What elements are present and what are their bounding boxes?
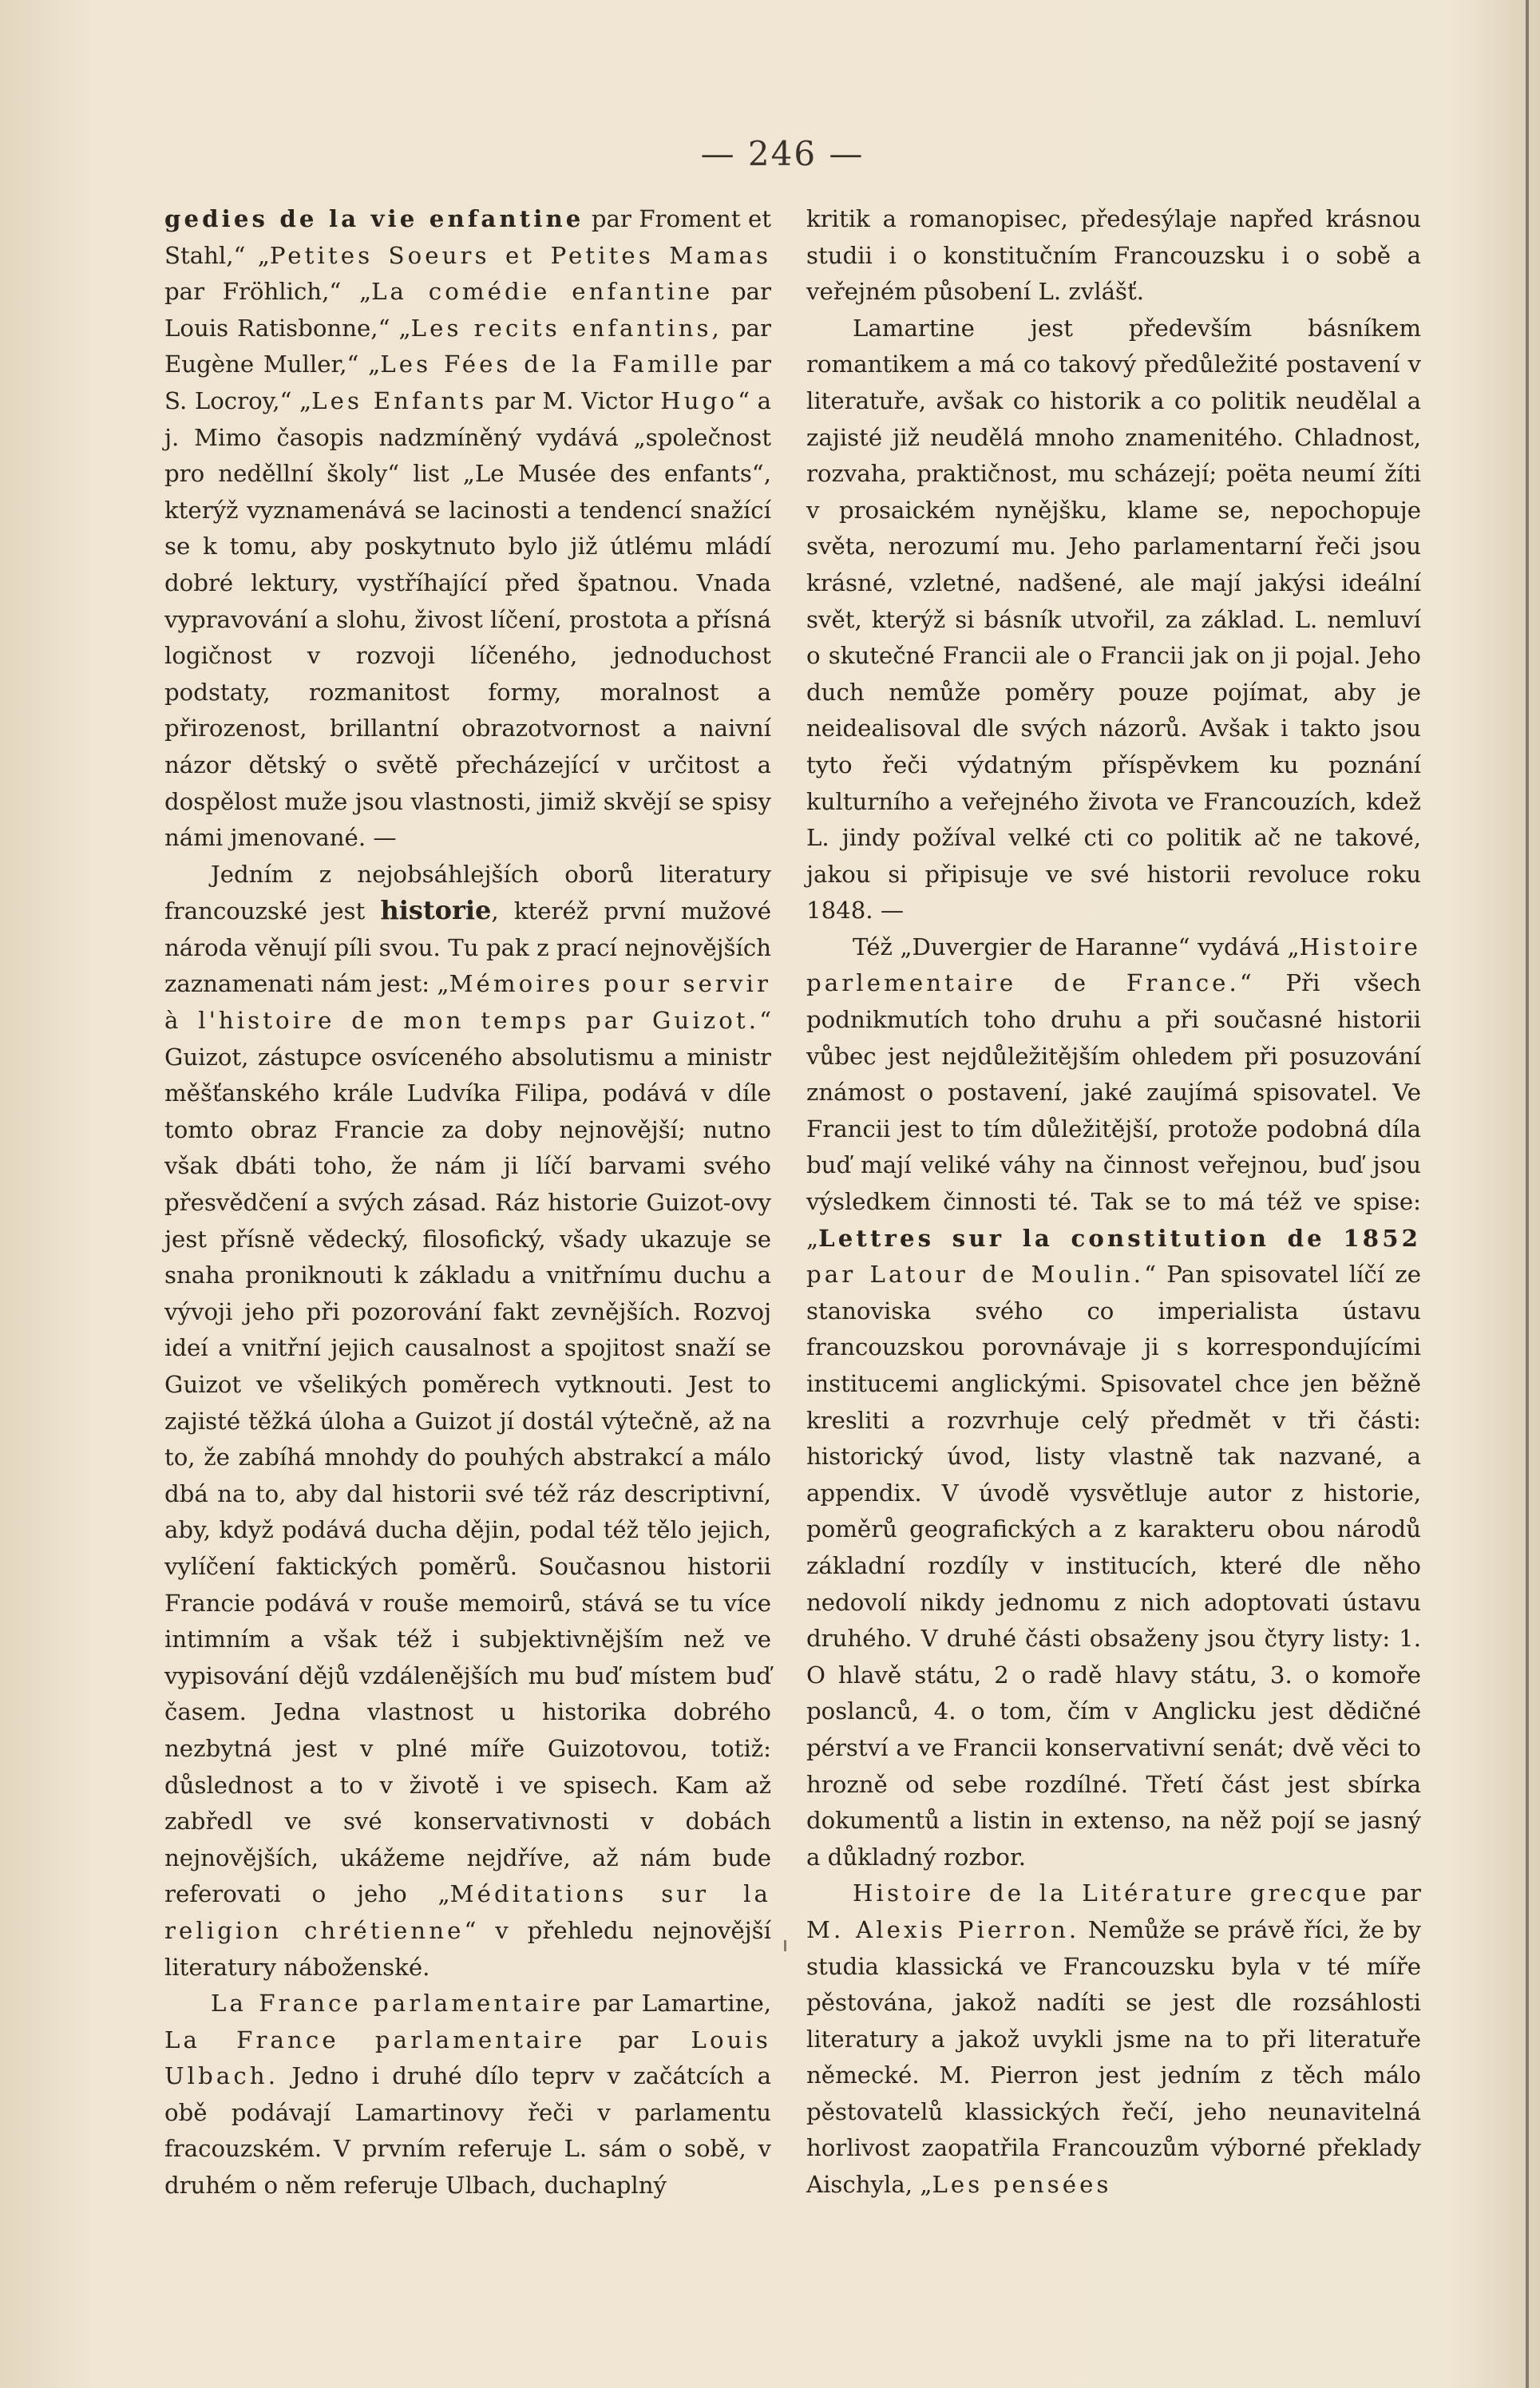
right-paragraph-3 — [806, 929, 1421, 1875]
title-ref: Les Enfants — [311, 386, 488, 414]
text-run: “ a j. Mimo časopis nadzmíněný vydává „společnost pro neděllní školy“ list „Le Musée des enfants“, kterýž vyznamenává se lacinosti a tendencí snažící se k tomu, aby poskytnuto bylo již útlému mládí dobré lektury, vystříhající před špatnou. Vnada vypravování a slohu, živost líčení, prostota a přísná logičnost v rozvoji líčeného, jednoduchost podstaty, rozmanitost formy, moralnost a přirozenost, brillantní obrazotvornost a naivní názor dětský o světě přecházející v určitost a dospělost muže jsou vlastnosti, jimiž skvějí se spisy námi jmenované. — — [164, 386, 771, 852]
text-run: par — [1369, 1879, 1421, 1907]
text-run: “ Pan spisovatel líčí ze stanoviska svého co imperialista ústavu francouzskou porovnávaje ji s korrespondujícími institucemi anglickými. Spisovatel chce jen běžně kresliti a rozvrhuje celý předmět v tři části: historický úvod, listy vlastně tak nazvané, a appendix. V úvodě vysvětluje autor z historie, poměrů geografických a z karakteru obou národů základní rozdíly v institucích, které dle něho nedovolí nikdy jednomu z nich adoptovati ústavu druhého. V druhé části obsaženy jsou čtyry listy: 1. O hlavě státu, 2 o radě hlavy státu, 3. o komoře poslanců, 4. o tom, čím v Anglicku jest dědičné pérství a ve Francii konservativní senát; dvě věci to hrozně od sebe rozdílné. Třetí část jest sbírka dokumentů a listin in extenso, na něž pojí se jasný a důkladný rozbor. — [806, 1261, 1421, 1871]
right-paragraph-4 — [806, 1875, 1421, 2203]
margin-mark — [784, 1940, 786, 1951]
title-ref: gedies de la vie enfantine — [164, 205, 584, 232]
right-paragraph-1 — [806, 201, 1421, 311]
text-run: Nemůže se právě říci, že by studia klassická ve Francouzsku byla v té míře pěstována, jakož nadíti se jest dle rozsáhlosti literatury a jakož uvykli jsme na to při literatuře německé. M. Pierron jest jedním z těch málo pěstovatelů klassických řečí, jeho neunavitelná horlivost zaopatřila Francouzům výborné překlady Aischyla, „ — [806, 1915, 1421, 2199]
text-run: “ Při všech podnikmutích toho druhu a při současné historii vůbec jest nejdůležitějším ohledem při posuzování známost o postavení, jaké zaujímá spisovatel. Ve Francii jest to tím důležitější, protože podobná díla buď mají veliké váhy na činnost veřejnou, buď jsou výsledkem činnosti té. Tak se to má též ve spise: „ — [806, 969, 1421, 1252]
text-run: , kteréž první mužové národa věnují píli svou. Tu pak z prací nejnovějších zaznamenati nám jest: „ — [164, 897, 771, 998]
title-ref: Petites Soeurs et Petites Mamas — [269, 241, 772, 269]
title-ref: Les Fées de la Famille — [380, 350, 722, 378]
text-run: kritik a romanopisec, předesýlaje napřed krásnou studii i o konstitučním Francouzsku i o sobě a veřejném působení L. zvlášť. — [806, 205, 1421, 306]
text-run: “ Guizot, zástupce osvíceného absolutismu a ministr měšťanského krále Ludvíka Filipa, podává v díle tomto obraz Francie za doby nejnovější; nutno však dbáti toho, že nám ji líčí barvami svého přesvědčení a svých zásad. Ráz historie Guizot-ovy jest přísně vědecký, filosofický, všady ukazuje se snaha proniknouti k základu a vnitřnímu duchu a vývoji jeho při pozorování fakt zevnějších. Rozvoj ideí a vnitřní jejich causalnost a spojitost snaží se Guizot ve všelikých poměrech vytknouti. Jest to zajisté těžká úloha a Guizot jí dostál výtečně, až na to, že zabíhá mnohdy do pouhých abstrakcí a málo dbá na to, aby dal historii své též ráz descriptivní, aby, když podává ducha dějin, podal též tělo jejich, vylíčení faktických poměrů. Současnou historii Francie podává v rouše memoirů, stává se tu více intimním a však též i subjektivnějším než ve vypisování dějů vzdálenějších mu buď místem buď časem. Jedna vlastnost u historika dobrého nezbytná jest v plné míře Guizotovou, totiž: důslednost a to v životě i ve spisech. Kam až zabředl ve své konservativnosti v dobách nejnovějších, ukážeme nejdříve, až nám bude referovati o jeho „ — [164, 1007, 771, 1908]
left-paragraph-2 — [164, 857, 771, 1986]
title-ref: Les recits enfantins, — [410, 314, 722, 342]
title-ref: La France parlamentaire — [164, 2026, 586, 2053]
title-ref: La France parlamentaire — [211, 1990, 584, 2018]
title-ref: Louis Ulbach. — [164, 2026, 771, 2090]
text-run: par M. Victor — [487, 386, 661, 414]
left-paragraph-3 — [164, 1986, 771, 2204]
text-run: par Eugène Muller,“ „ — [164, 314, 771, 378]
left-paragraph-1 — [164, 201, 771, 857]
text-run: Jedním z nejobsáhlejších oborů literatury francouzské jest — [164, 860, 771, 925]
keyword-historie: historie — [380, 895, 492, 926]
title-ref: Lettres sur la constitution de 1852 — [818, 1224, 1421, 1252]
right-column — [806, 201, 1421, 2204]
left-column — [164, 201, 771, 2204]
right-paragraph-2 — [806, 311, 1421, 929]
text-run: Jedno i druhé dílo teprv v začátcích a obě podávají Lamartinovy řeči v parlamentu fracouzském. V prvním referuje L. sám o sobě, v druhém o něm referuje Ulbach, duchaplný — [164, 2062, 771, 2200]
text-run: Lamartine jest především básníkem romantikem a má co takový předůležité postavení v literatuře, avšak co historik a co politik neudělal a zajisté již neudělá mnoho znamenitého. Chladnost, rozvaha, praktičnost, mu scházejí; poëta neumí žíti v prosaickém nynějšku, klame se, nepochopuje světa, nerozumí mu. Jeho parlamentarní řeči jsou krásné, vzletné, nadšené, ale mají jakýsi ideální svět, kterýž si básník utvořil, za základ. L. nemluví o skutečné Francii ale o Francii jak on ji pojal. Jeho duch nemůže poměry pouze pojímat, aby je neidealisoval dle svých názorů. Avšak i takto jsou tyto řeči výdatným příspěvkem ku poznání kulturního a veřejného života ve Francouzích, kdež L. jindy požíval velké cti co politik ač ne takové, jakou si připisuje ve své historii revoluce roku 1848. — — [806, 314, 1421, 925]
title-ref: M. Alexis Pierron. — [806, 1915, 1080, 1943]
title-ref: Hugo — [660, 386, 738, 414]
page-number: — 246 — — [700, 134, 865, 173]
title-ref: Histoire parlementaire de France. — [806, 933, 1421, 997]
page-edge — [1526, 0, 1529, 2388]
text-run: par — [806, 1261, 870, 1289]
text-run: par Froment et Stahl,“ „ — [164, 205, 771, 269]
text-run: par S. Locroy,“ „ — [164, 350, 771, 414]
text-run: par — [585, 2026, 691, 2053]
text-run: “ v přehledu nejnovější literatury náboženské. — [164, 1916, 771, 1981]
title-ref: Histoire de la Litérature grecque — [853, 1879, 1370, 1907]
title-ref: Les pensées — [932, 2171, 1112, 2199]
text-run: Též „Duvergier de Haranne“ vydává „ — [853, 933, 1300, 960]
text-run: par Fröhlich,“ „ — [164, 278, 372, 306]
title-ref: Méditations sur la religion chrétienne — [164, 1880, 771, 1944]
text-run: par Lamartine, — [584, 1990, 771, 2018]
text-run: par Louis Ratisbonne,“ „ — [164, 278, 771, 342]
title-ref: La comédie enfantine — [371, 278, 714, 306]
title-ref: Mémoires pour servir à l'histoire de mon temps par Guizot. — [164, 970, 772, 1035]
title-ref: Latour de Moulin. — [869, 1261, 1145, 1289]
